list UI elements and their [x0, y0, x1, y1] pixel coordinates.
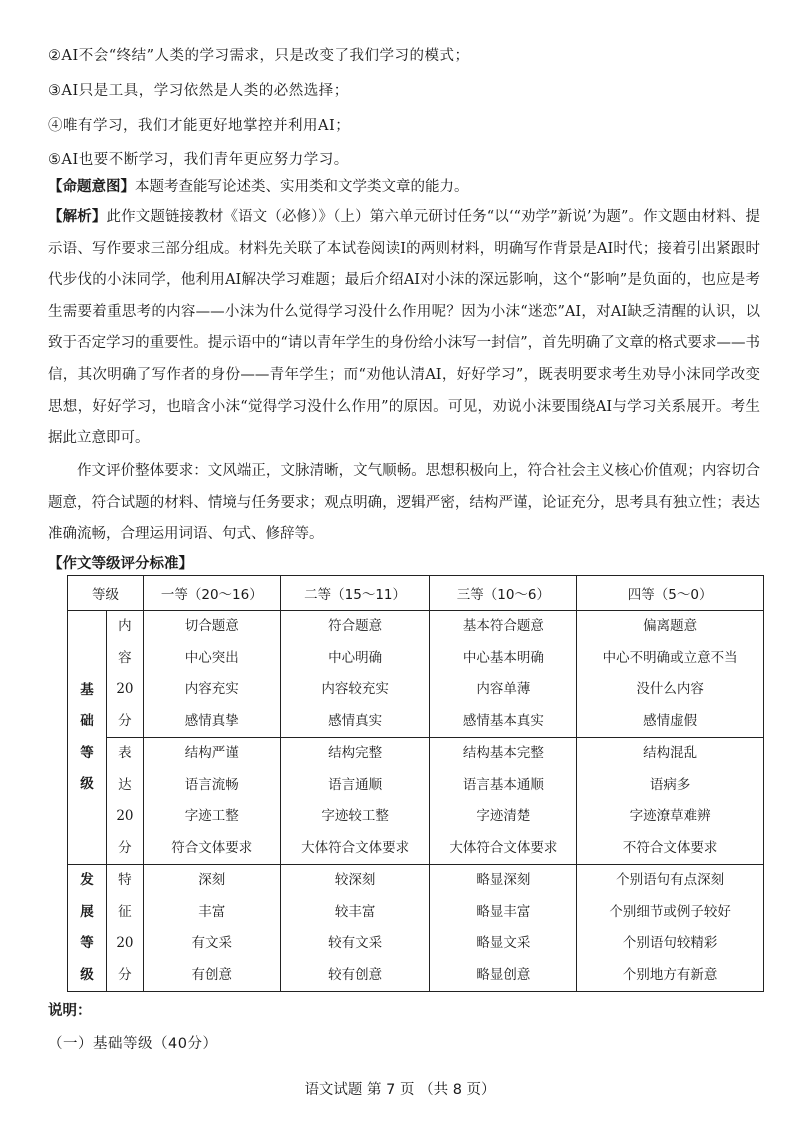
header-first: 一等（20～16） — [143, 576, 280, 611]
group-basic-char: 基 — [80, 681, 94, 698]
cell-content-second: 符合题意 中心明确 内容较充实 感情真实 — [280, 611, 430, 738]
cell-expression-first: 结构严谨 语言流畅 字迹工整 符合文体要求 — [143, 738, 280, 865]
row-features — [68, 865, 764, 992]
notes-label: 说明： — [48, 1003, 92, 1019]
group-development-char: 级 — [80, 966, 94, 983]
cell-features-fourth: 个别语句有点深刻 个别细节或例子较好 个别语句较精彩 个别地方有新意 — [577, 865, 764, 992]
row-expression — [68, 738, 764, 865]
cell-expression-fourth: 结构混乱 语病多 字迹潦草难辨 不符合文体要求 — [577, 738, 764, 865]
header-third: 三等（10～6） — [430, 576, 577, 611]
grading-table — [67, 575, 764, 992]
table-header-row — [68, 576, 764, 611]
group-development — [68, 865, 107, 992]
group-development-char: 展 — [80, 903, 94, 920]
sub-expression: 表 达 20 分 — [106, 738, 143, 865]
table-title: 【作文等级评分标准】 — [48, 556, 193, 572]
option-3: ③AI只是工具，学习依然是人类的必然选择； — [48, 83, 349, 99]
analysis-label: 【解析】 — [48, 209, 107, 225]
cell-content-fourth: 偏离题意 中心不明确或立意不当 没什么内容 感情虚假 — [577, 611, 764, 738]
cell-expression-third: 结构基本完整 语言基本通顺 字迹清楚 大体符合文体要求 — [430, 738, 577, 865]
page-footer: 语文试题 第 7 页 （共 8 页） — [304, 1082, 496, 1098]
overall-requirements: 作文评价整体要求：文风端正，文脉清晰，文气顺畅。思想积极向上，符合社会主义核心价值观；内容切合题意，符合试题的材料、情境与任务要求；观点明确，逻辑严密，结构严谨，论证充分，思考具有独立性；表达准确流畅，合理运用词语、句式、修辞等。 — [48, 463, 760, 543]
cell-features-second: 较深刻 较丰富 较有文采 较有创意 — [280, 865, 430, 992]
cell-content-first: 切合题意 中心突出 内容充实 感情真挚 — [143, 611, 280, 738]
header-second: 二等（15～11） — [280, 576, 430, 611]
option-2: ②AI不会“终结”人类的学习需求，只是改变了我们学习的模式； — [48, 48, 470, 64]
row-content — [68, 611, 764, 738]
intent-text: 本题考查能写论述类、实用类和文学类文章的能力。 — [135, 179, 469, 195]
notes-item: （一）基础等级（40分） — [48, 1036, 218, 1052]
intent-paragraph — [48, 172, 760, 204]
header-fourth: 四等（5～0） — [577, 576, 764, 611]
cell-content-third: 基本符合题意 中心基本明确 内容单薄 感情基本真实 — [430, 611, 577, 738]
sub-features: 特 征 20 分 — [106, 865, 143, 992]
analysis-text: 此作文题链接教材《语文（必修）》（上）第六单元研讨任务“以‘“劝学”新说’为题”。作文题由材料、提示语、写作要求三部分组成。材料先关联了本试卷阅读Ⅰ的两则材料，明确写作背景是AI时代；接着引出紧跟时代步伐的小沫同学，他利用AI解决学习难题；最后介绍AI对小沫的深远影响，这个“影响”是负面的，也应是考生需要着重思考的内容——小沫为什么觉得学习没什么作用呢？因为小沫“迷恋”AI，对AI缺乏清醒的认识，以致于否定学习的重要性。提示语中的“请以青年学生的身份给小沫写一封信”，首先明确了文章的格式要求——书信，其次明确了写作者的身份——青年学生；而“劝他认清AI，好好学习”，既表明要求考生劝导小沫同学改变思想，好好学习，也暗含小沫“觉得学习没什么作用”的原因。可见，劝说小沫要围绕AI与学习关系展开。考生据此立意即可。 — [48, 209, 760, 447]
cell-expression-second: 结构完整 语言通顺 字迹较工整 大体符合文体要求 — [280, 738, 430, 865]
analysis-paragraph — [48, 202, 760, 455]
intent-label: 【命题意图】 — [48, 179, 135, 195]
cell-features-third: 略显深刻 略显丰富 略显文采 略显创意 — [430, 865, 577, 992]
cell-features-first: 深刻 丰富 有文采 有创意 — [143, 865, 280, 992]
group-development-char: 发 — [80, 872, 94, 888]
header-grade: 等级 — [68, 576, 144, 611]
sub-content: 内 容 20 分 — [106, 611, 143, 738]
group-basic-char: 等 — [80, 744, 94, 761]
option-5: ⑤AI也要不断学习，我们青年更应努力学习。 — [48, 152, 349, 168]
group-basic-char: 础 — [80, 713, 94, 729]
option-4: ④唯有学习，我们才能更好地掌控并利用AI； — [48, 118, 351, 134]
group-basic-char: 级 — [80, 776, 94, 792]
group-development-char: 等 — [80, 935, 94, 951]
group-basic — [68, 611, 107, 865]
